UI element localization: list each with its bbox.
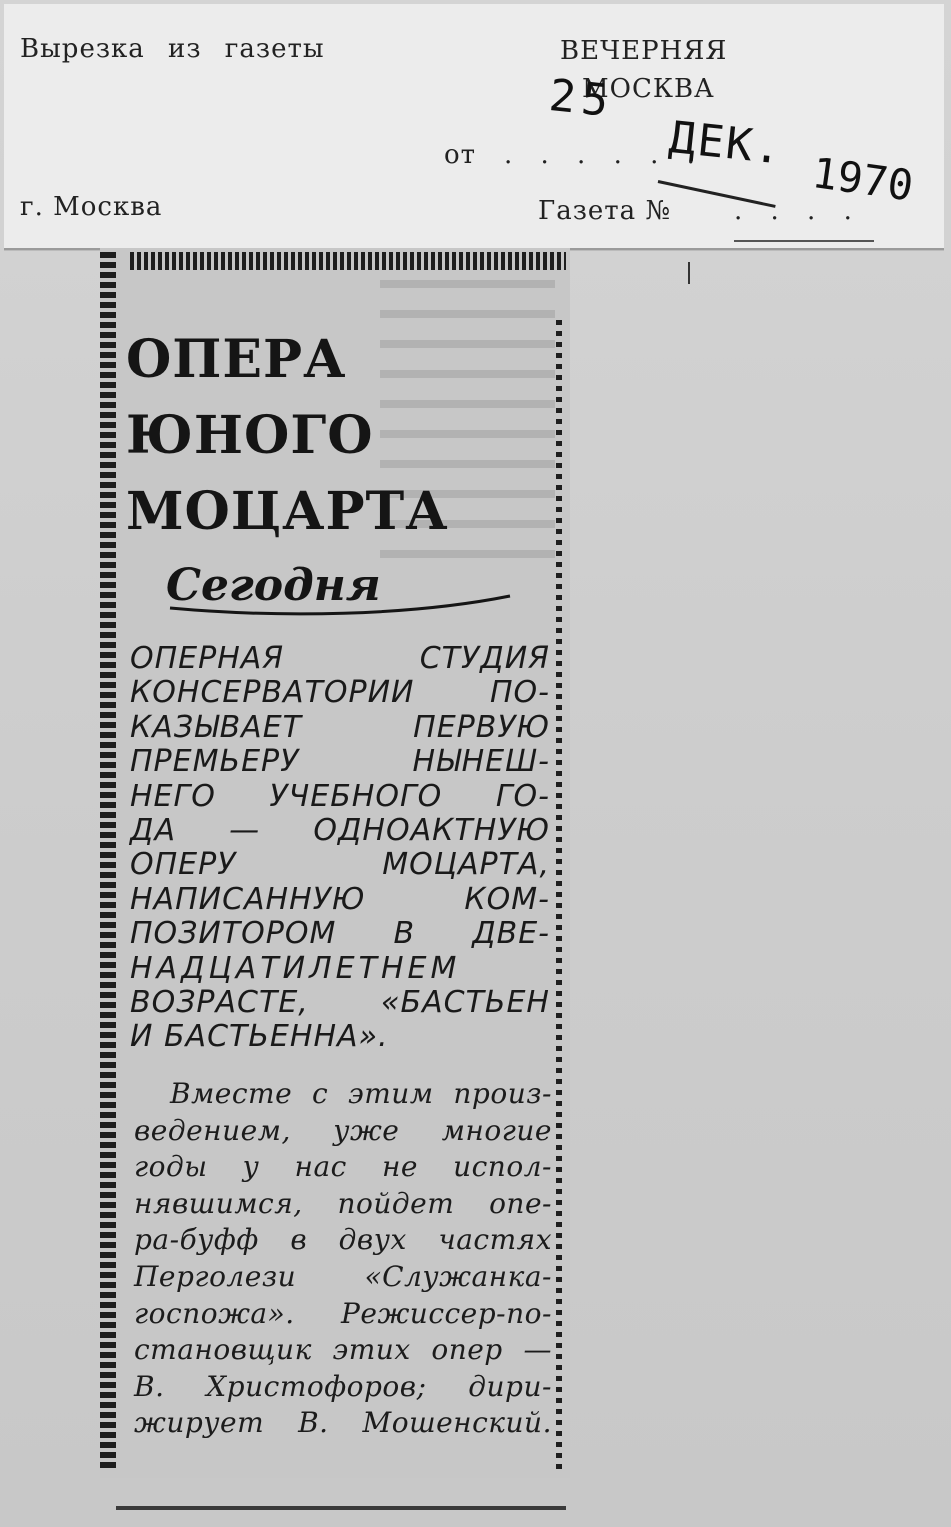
word: уже bbox=[333, 1113, 400, 1147]
newspaper-name-line2: МОСКВА bbox=[582, 74, 715, 104]
body-line bbox=[134, 1405, 552, 1442]
word: ПРЕМЬЕРУ bbox=[130, 744, 300, 780]
word: становщик bbox=[134, 1333, 312, 1367]
word: многие bbox=[441, 1113, 552, 1147]
lead-line bbox=[130, 986, 550, 1020]
word: В. bbox=[298, 1406, 329, 1440]
word: ДА bbox=[130, 813, 176, 849]
word: СТУДИЯ bbox=[419, 641, 550, 676]
article-body bbox=[134, 1076, 552, 1442]
body-line bbox=[134, 1259, 552, 1296]
body-line bbox=[134, 1222, 552, 1259]
handwritten-date-day: 25 bbox=[546, 70, 617, 128]
word: этим bbox=[348, 1077, 434, 1110]
word: этих bbox=[332, 1333, 411, 1367]
body-line bbox=[134, 1296, 552, 1333]
handwritten-date-year: 1970 bbox=[809, 148, 917, 211]
word: не bbox=[381, 1150, 418, 1184]
word: у bbox=[242, 1150, 260, 1184]
word: пойдет bbox=[337, 1186, 455, 1220]
word: МОЦАРТА, bbox=[382, 847, 550, 883]
word: — bbox=[229, 813, 261, 849]
word: НАДЦАТИЛЕТНЕМ bbox=[130, 950, 461, 986]
word: НЫНЕШ- bbox=[412, 744, 550, 780]
lead-line bbox=[130, 780, 550, 814]
word: нявшимся, bbox=[134, 1186, 303, 1220]
lead-line bbox=[130, 711, 550, 745]
body-line bbox=[134, 1369, 552, 1406]
issue-dotted-line: . . . . bbox=[734, 196, 862, 226]
lead-line bbox=[130, 848, 550, 882]
handwritten-date-month: ДЕК. bbox=[666, 112, 786, 175]
word: Мошенский. bbox=[362, 1406, 552, 1440]
article-headline bbox=[126, 322, 556, 550]
headline-line: ОПЕРА bbox=[126, 329, 347, 390]
lead-line bbox=[130, 642, 550, 676]
word: ВОЗРАСТЕ, bbox=[130, 985, 309, 1021]
word: В bbox=[393, 916, 416, 952]
edge-mark bbox=[688, 262, 690, 284]
rubric-text: Сегодня bbox=[166, 560, 381, 611]
newspaper-name-line1: ВЕЧЕРНЯЯ bbox=[560, 36, 728, 66]
word: Христофоров; bbox=[206, 1369, 427, 1403]
word: жирует bbox=[134, 1406, 265, 1440]
word: И БАСТЬЕННА». bbox=[130, 1019, 389, 1055]
decorative-rule-top bbox=[130, 252, 566, 270]
clipping-label-slip bbox=[4, 4, 944, 250]
word: — bbox=[523, 1333, 552, 1367]
word: нас bbox=[294, 1150, 347, 1184]
word: ПЕРВУЮ bbox=[413, 709, 550, 745]
body-line bbox=[134, 1149, 552, 1186]
word: «Служанка- bbox=[364, 1259, 552, 1293]
word: КОМ- bbox=[464, 881, 550, 917]
decorative-rule-left bbox=[100, 252, 116, 1472]
word: Вместе bbox=[170, 1077, 293, 1110]
word: ОДНОАКТНУЮ bbox=[313, 813, 550, 849]
word: двух bbox=[338, 1223, 407, 1257]
issue-label: Газета № bbox=[538, 196, 672, 226]
lead-line bbox=[130, 952, 550, 986]
word: с bbox=[312, 1077, 329, 1110]
word: ОПЕРНАЯ bbox=[130, 641, 285, 676]
body-line bbox=[134, 1113, 552, 1150]
from-label: от bbox=[444, 140, 477, 170]
headline-line: ЮНОГО bbox=[126, 405, 374, 466]
lead-line bbox=[130, 745, 550, 779]
article-lead bbox=[130, 642, 550, 1055]
word: произ- bbox=[453, 1077, 552, 1110]
slip-underline bbox=[734, 240, 874, 242]
clipping-bottom-edge bbox=[116, 1506, 566, 1510]
word: НЕГО bbox=[130, 778, 216, 814]
word: ПО- bbox=[490, 675, 550, 711]
word: КАЗЫВАЕТ bbox=[130, 709, 302, 745]
decorative-rule-right bbox=[556, 320, 562, 1470]
word: НАПИСАННУЮ bbox=[130, 881, 366, 917]
lead-line bbox=[130, 1020, 550, 1054]
word: ОПЕРУ bbox=[130, 847, 237, 883]
city-label: г. Москва bbox=[20, 192, 163, 222]
word: ведением, bbox=[134, 1113, 291, 1147]
word: Режиссер-по- bbox=[341, 1296, 552, 1330]
word: КОНСЕРВАТОРИИ bbox=[130, 675, 415, 711]
body-line bbox=[134, 1076, 552, 1113]
lead-line bbox=[130, 676, 550, 710]
word: опе- bbox=[489, 1186, 552, 1220]
word: ПОЗИТОРОМ bbox=[130, 916, 337, 952]
word: годы bbox=[134, 1150, 208, 1184]
word: ГО- bbox=[495, 778, 550, 814]
word: испол- bbox=[453, 1150, 552, 1184]
lead-line bbox=[130, 917, 550, 951]
word: ра-буфф bbox=[134, 1223, 259, 1257]
headline-line: МОЦАРТА bbox=[126, 481, 449, 542]
word: В. bbox=[134, 1369, 165, 1403]
word: «БАСТЬЕН bbox=[381, 985, 550, 1021]
word: дири- bbox=[468, 1369, 552, 1403]
word: в bbox=[290, 1223, 308, 1257]
lead-line bbox=[130, 883, 550, 917]
word: частях bbox=[438, 1223, 552, 1257]
body-line bbox=[134, 1186, 552, 1223]
rubric-script bbox=[160, 556, 520, 620]
word: опер bbox=[431, 1333, 503, 1367]
word: госпожа». bbox=[134, 1296, 295, 1330]
clipping-label: Вырезка из газеты bbox=[20, 34, 325, 64]
lead-line bbox=[130, 814, 550, 848]
word: УЧЕБНОГО bbox=[269, 778, 443, 814]
body-line bbox=[134, 1332, 552, 1369]
word: ДВЕ- bbox=[472, 916, 550, 952]
word: Перголези bbox=[134, 1259, 297, 1293]
date-dotted-line: . . . . . . bbox=[504, 140, 705, 170]
